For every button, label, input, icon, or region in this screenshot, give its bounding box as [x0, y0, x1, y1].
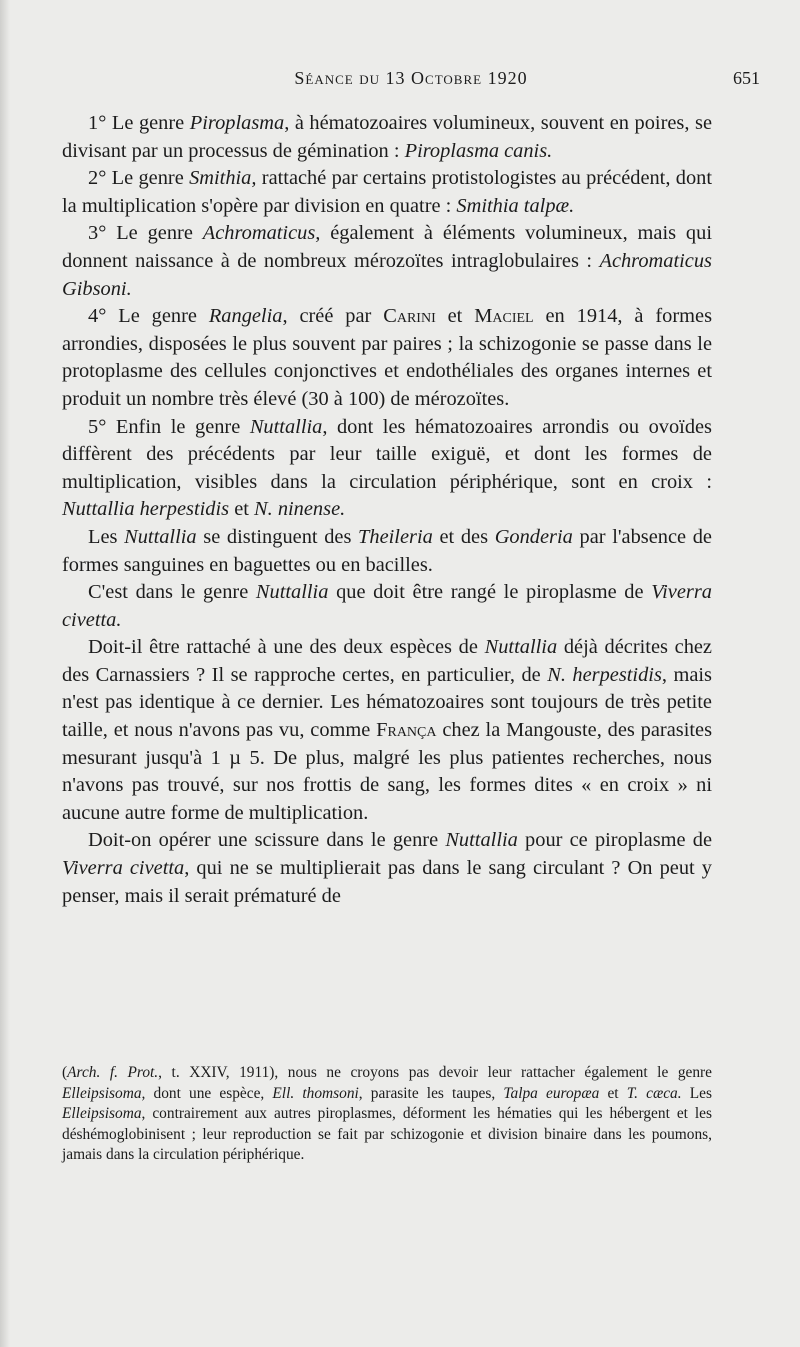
italic-text: Nuttallia — [484, 636, 558, 659]
text-run: et — [229, 498, 255, 521]
italic-text: Achromaticus, — [202, 222, 321, 245]
italic-text: Gonderia — [494, 525, 573, 548]
text-run: pour ce piroplasme de — [517, 829, 712, 852]
text-run: que doit être rangé le piroplasme de — [328, 581, 652, 604]
italic-text: Elleipsisoma, — [62, 1084, 146, 1102]
paragraph — [62, 303, 712, 413]
text-run: C'est dans le genre — [88, 581, 256, 604]
author-name: Carini — [383, 305, 436, 328]
text-run: Doit-il être rattaché à une des deux espèces de — [88, 636, 485, 659]
text-run: 2° Le genre — [88, 167, 190, 190]
text-run: déjà décrites chez des Carnassiers ? Il se rapproche certes, en particulier, de — [62, 636, 712, 686]
italic-text: Smithia, — [189, 167, 257, 190]
text-run: 1° Le genre — [88, 112, 190, 134]
text-run: 5° Enfin le genre — [88, 415, 250, 438]
text-run: et des — [432, 525, 495, 548]
paragraph — [62, 414, 712, 524]
text-run: Les — [88, 525, 125, 548]
italic-text: Ell. thomsoni — [272, 1084, 359, 1102]
body-text — [62, 110, 712, 910]
italic-text: Piroplasma canis. — [404, 139, 553, 162]
text-run: ( — [62, 1064, 68, 1081]
paragraph — [62, 110, 712, 165]
italic-text: Nuttallia — [249, 415, 323, 438]
page-edge-shadow — [0, 0, 10, 1347]
italic-text: N. herpestidis — [547, 663, 662, 686]
italic-text: Elleipsisoma — [62, 1105, 142, 1122]
italic-text: Nuttallia — [255, 581, 329, 604]
text-run: et — [435, 305, 475, 328]
running-head: Séance du 13 Octobre 1920 — [294, 68, 528, 88]
paragraph — [62, 524, 712, 579]
italic-text: Arch. f. Prot. — [67, 1064, 159, 1081]
italic-text: Viverra civetta — [62, 857, 185, 880]
italic-text: T. cæca. — [626, 1084, 682, 1102]
author-name: França — [376, 719, 437, 742]
italic-text: N. ninense. — [254, 498, 346, 521]
footnote — [62, 1063, 712, 1166]
paragraph — [62, 579, 712, 634]
author-name: Maciel — [474, 305, 534, 328]
text-run: et — [599, 1084, 627, 1102]
text-run: , qui ne se multiplierait pas dans le sang circulant ? On peut y penser, mais il serait prématuré de — [62, 857, 712, 907]
text-run: par l'absence de formes sanguines en baguettes ou en bacilles. — [62, 525, 712, 576]
text-run: Les — [681, 1084, 712, 1102]
italic-text: Talpa europæa — [503, 1084, 600, 1102]
paragraph — [62, 827, 712, 910]
text-run: , t. XXIV, 1911), nous ne croyons pas devoir leur rattacher également le genre — [158, 1064, 712, 1081]
text-run: , contrairement aux autres piroplasmes, déforment les hématies qui les hébergent et les déshémoglobinisent ; leur reproduction se fait par schizogonie et division binaire dans les poumons, jamais dans la circulation périphérique. — [62, 1105, 712, 1163]
text-run: se distinguent des — [196, 525, 359, 548]
text-run: , à hématozoaires volumineux, souvent en poires, se divisant par un processus de gémination : — [62, 112, 712, 162]
italic-text: Piroplasma — [189, 112, 285, 134]
text-run: dont une espèce, — [145, 1084, 273, 1102]
page-number: 651 — [733, 68, 760, 88]
italic-text: Smithia talpæ. — [456, 194, 575, 217]
text-run: , mais n'est pas identique à ce dernier. Les hématozoaires sont toujours de très petite taille, et nous n'avons pas vu, comme — [62, 663, 712, 742]
footnotes — [62, 1063, 712, 1166]
italic-text: Viverra civetta. — [62, 581, 712, 631]
text-run: Doit-on opérer une scissure dans le genre — [88, 829, 446, 852]
text-run: rattaché par certains protistologistes au précédent, dont la multiplication s'opère par division en quatre : — [62, 167, 713, 217]
italic-text: Rangelia — [208, 305, 283, 328]
text-run: 3° Le genre — [88, 222, 203, 245]
italic-text: Theileria — [358, 525, 433, 548]
italic-text: Nuttallia — [445, 829, 518, 852]
italic-text: Achromaticus Gibsoni. — [62, 249, 712, 300]
paragraph — [62, 165, 712, 220]
text-run: , créé par — [282, 305, 384, 328]
paragraph — [62, 634, 712, 827]
page-header — [62, 62, 760, 92]
paragraph — [62, 220, 712, 303]
text-run: en 1914, à formes arrondies, disposées le plus souvent par paires ; la schizogonie se passe dans le protoplasme des cellules conjonctives et endothéliales des organes internes et produit un nombre très élevé (30 à 100) de mérozoïtes. — [62, 305, 712, 410]
text-run: 4° Le genre — [88, 305, 209, 328]
italic-text: Nuttallia — [124, 525, 197, 548]
text-run: , dont les hématozoaires arrondis ou ovoïdes diffèrent des précédents par leur taille exiguë, et dont les formes de multiplication, visibles dans la circulation périphérique, sont en croix : — [62, 415, 712, 493]
text-run: également à éléments volumineux, mais qui donnent naissance à de nombreux mérozoïtes intraglobulaires : — [62, 222, 712, 272]
text-run: chez la Mangouste, des parasites mesurant jusqu'à 1 µ 5. De plus, malgré les plus patientes recherches, nous n'avons pas trouvé, sur nos frottis de sang, les formes dites « en croix » ni aucune autre forme de multiplication. — [62, 719, 713, 824]
italic-text: Nuttallia herpestidis — [62, 498, 230, 521]
text-run: , parasite les taupes, — [358, 1084, 504, 1102]
